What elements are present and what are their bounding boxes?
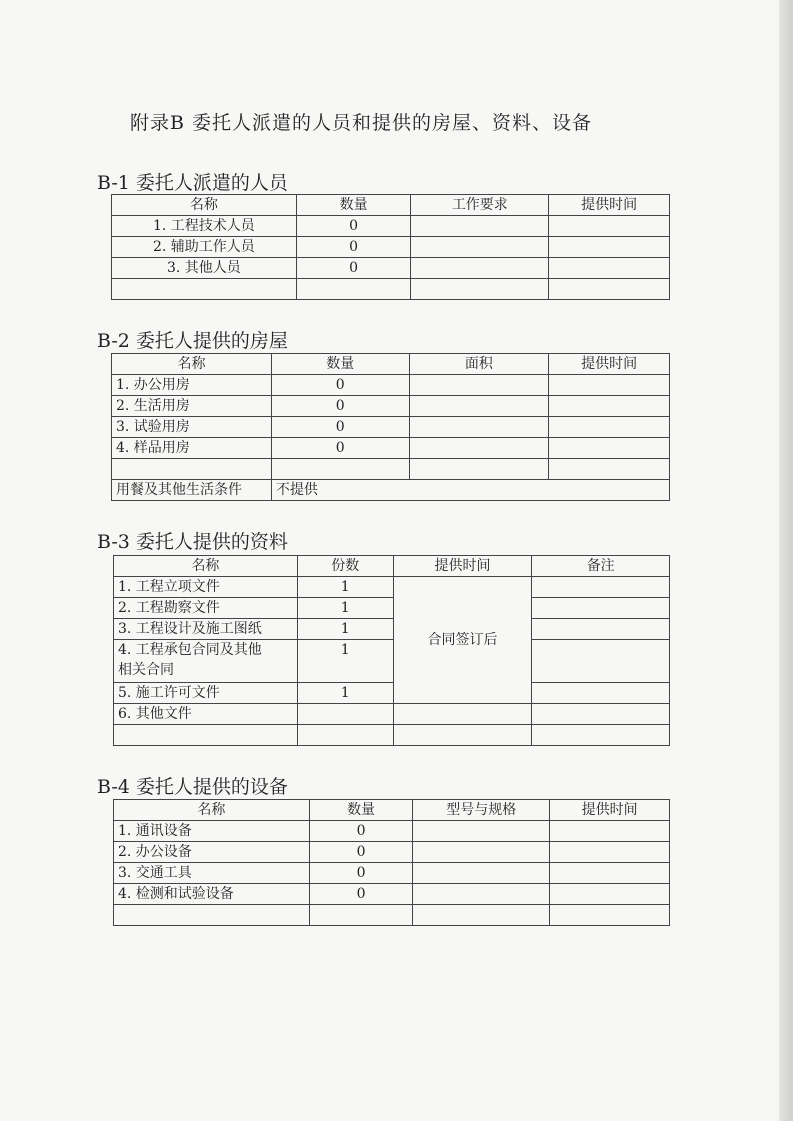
row-name: 1. 办公用房 (112, 375, 272, 396)
header-time: 提供时间 (393, 556, 532, 577)
table-header-row (112, 195, 670, 216)
table-row-empty (114, 725, 670, 746)
section-b4-heading: B-4 委托人提供的设备 (97, 776, 288, 798)
row-qty: 1 (297, 577, 393, 598)
header-area: 面积 (409, 354, 549, 375)
section-b3-heading: B-3 委托人提供的资料 (97, 531, 288, 553)
row-qty: 0 (296, 216, 411, 237)
row-qty: 1 (297, 683, 393, 704)
table-header-row (114, 800, 670, 821)
table-b3 (113, 555, 670, 746)
row-qty: 0 (296, 258, 411, 279)
header-name: 名称 (112, 354, 272, 375)
row-name: 3. 工程设计及施工图纸 (114, 619, 298, 640)
table-row (114, 640, 670, 683)
row-qty: 0 (271, 396, 409, 417)
table-header-row (114, 556, 670, 577)
table-row (112, 396, 670, 417)
table-row (114, 683, 670, 704)
section-b2-heading: B-2 委托人提供的房屋 (97, 330, 288, 352)
time-merged-cell: 合同签订后 (393, 577, 532, 704)
page-title: 附录B 委托人派遣的人员和提供的房屋、资料、设备 (130, 112, 593, 134)
row-name-line2: 相关合同 (118, 662, 174, 678)
row-name: 1. 工程技术人员 (112, 216, 297, 237)
header-copies: 份数 (297, 556, 393, 577)
table-row (114, 619, 670, 640)
row-qty: 1 (297, 640, 393, 683)
table-row (112, 417, 670, 438)
row-qty (297, 704, 393, 725)
row-qty: 0 (271, 438, 409, 459)
table-header-row (112, 354, 670, 375)
table-row (114, 821, 670, 842)
row-qty: 0 (296, 237, 411, 258)
row-name: 2. 办公设备 (114, 842, 310, 863)
header-time: 提供时间 (549, 195, 670, 216)
table-row-empty (112, 279, 670, 300)
row-name: 3. 其他人员 (112, 258, 297, 279)
row-name: 3. 试验用房 (112, 417, 272, 438)
section-b1-heading: B-1 委托人派遣的人员 (97, 172, 288, 194)
table-row (114, 842, 670, 863)
table-row (112, 237, 670, 258)
header-qty: 数量 (271, 354, 409, 375)
row-name: 3. 交通工具 (114, 863, 310, 884)
row-name (114, 640, 298, 683)
table-row (112, 258, 670, 279)
table-row-empty (112, 459, 670, 480)
row-name: 6. 其他文件 (114, 704, 298, 725)
row-name: 2. 工程勘察文件 (114, 598, 298, 619)
row-name: 5. 施工许可文件 (114, 683, 298, 704)
row-qty: 0 (309, 884, 413, 905)
table-row (114, 577, 670, 598)
row-name-line1: 4. 工程承包合同及其他 (118, 642, 262, 658)
row-qty: 1 (297, 598, 393, 619)
header-remark: 备注 (532, 556, 670, 577)
scan-page-edge (779, 0, 793, 1121)
row-qty: 1 (297, 619, 393, 640)
header-name: 名称 (112, 195, 297, 216)
footer-value: 不提供 (271, 480, 669, 501)
header-qty: 数量 (309, 800, 413, 821)
table-row (114, 704, 670, 725)
table-row-empty (114, 905, 670, 926)
row-name: 2. 生活用房 (112, 396, 272, 417)
table-row (112, 216, 670, 237)
row-name: 4. 检测和试验设备 (114, 884, 310, 905)
table-row (114, 884, 670, 905)
table-row-footer (112, 480, 670, 501)
row-qty: 0 (271, 375, 409, 396)
table-row (112, 375, 670, 396)
header-name: 名称 (114, 556, 298, 577)
header-requirement: 工作要求 (411, 195, 549, 216)
table-b1 (111, 194, 670, 300)
header-qty: 数量 (296, 195, 411, 216)
row-qty: 0 (309, 863, 413, 884)
row-name: 4. 样品用房 (112, 438, 272, 459)
table-b2 (111, 353, 670, 501)
table-b4 (113, 799, 670, 926)
row-name: 1. 通讯设备 (114, 821, 310, 842)
table-row (114, 863, 670, 884)
row-name: 2. 辅助工作人员 (112, 237, 297, 258)
header-name: 名称 (114, 800, 310, 821)
table-row (112, 438, 670, 459)
footer-label: 用餐及其他生活条件 (112, 480, 272, 501)
header-time: 提供时间 (549, 354, 670, 375)
row-name: 1. 工程立项文件 (114, 577, 298, 598)
table-row (114, 598, 670, 619)
row-qty: 0 (309, 842, 413, 863)
row-qty: 0 (271, 417, 409, 438)
header-spec: 型号与规格 (413, 800, 550, 821)
header-time: 提供时间 (550, 800, 670, 821)
row-qty: 0 (309, 821, 413, 842)
